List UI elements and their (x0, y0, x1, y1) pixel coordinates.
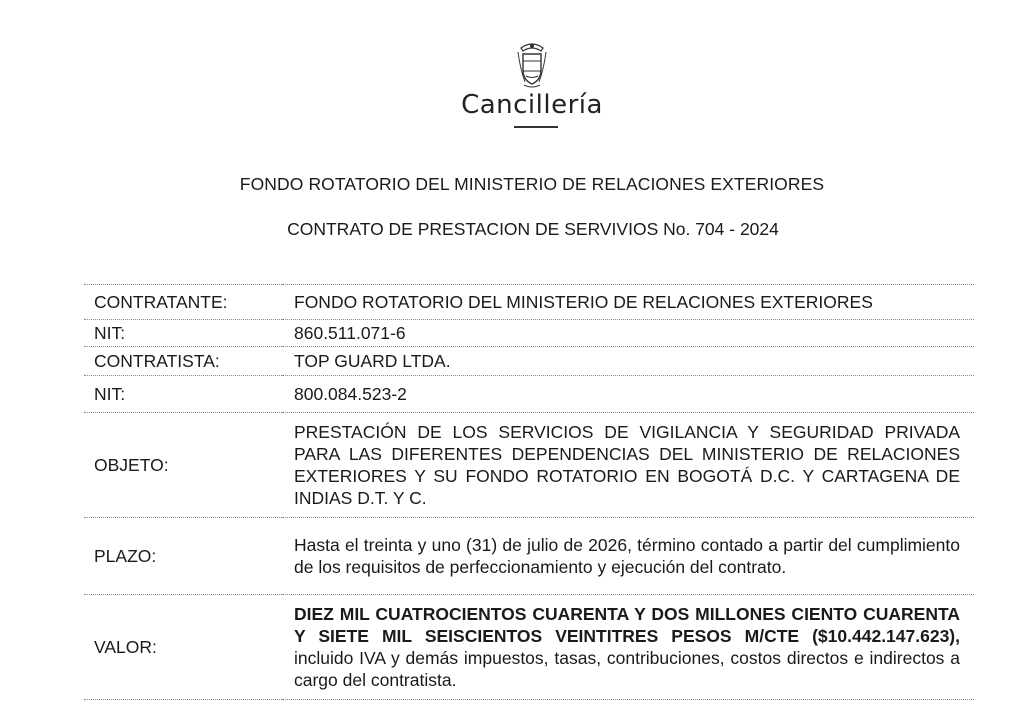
document-heading: FONDO ROTATORIO DEL MINISTERIO DE RELACIONES EXTERIORES (239, 174, 825, 194)
value-objeto: PRESTACIÓN DE LOS SERVICIOS DE VIGILANCIA Y SEGURIDAD PRIVADA PARA LAS DIFERENTES DEPENDENCIAS DEL MINISTERIO DE RELACIONES EXTERIORES Y SU FONDO ROTATORIO EN BOGOTÁ D.C. Y CARTAGENA DE INDIAS D.T. Y C. (282, 413, 974, 518)
label-plazo: PLAZO: (84, 518, 282, 595)
value-valor-details: incluido IVA y demás impuestos, tasas, contribuciones, costos directos e indirectos a cargo del contratista. (294, 648, 960, 690)
value-valor-amount: DIEZ MIL CUATROCIENTOS CUARENTA Y DOS MILLONES CIENTO CUARENTA Y SIETE MIL SEISCIENTOS VEINTITRES PESOS M/CTE ($10.442.147.623), (294, 604, 960, 646)
row-valor (84, 595, 974, 700)
row-nit-contratante (84, 320, 974, 347)
coat-of-arms-icon (517, 42, 547, 88)
value-nit-contratista: 800.084.523-2 (282, 376, 974, 413)
contract-number-title: CONTRATO DE PRESTACION DE SERVIVIOS No. 704 - 2024 (287, 219, 779, 239)
label-contratante: CONTRATANTE: (84, 285, 282, 320)
label-nit-contratante: NIT: (84, 320, 282, 347)
row-contratante (84, 285, 974, 320)
row-objeto (84, 413, 974, 518)
label-nit-contratista: NIT: (84, 376, 282, 413)
value-plazo: Hasta el treinta y uno (31) de julio de 2026, término contado a partir del cumplimiento de los requisitos de perfeccionamiento y ejecución del contrato. (282, 518, 974, 595)
label-valor: VALOR: (84, 595, 282, 700)
row-contratista (84, 347, 974, 376)
logo-divider (514, 126, 558, 128)
cancilleria-logo (0, 42, 1024, 128)
row-plazo (84, 518, 974, 595)
value-contratista: TOP GUARD LTDA. (282, 347, 974, 376)
value-valor (282, 595, 974, 700)
contract-summary-table (84, 284, 974, 700)
logo-wordmark: Cancillería (461, 90, 603, 120)
value-contratante: FONDO ROTATORIO DEL MINISTERIO DE RELACIONES EXTERIORES (282, 285, 974, 320)
label-objeto: OBJETO: (84, 413, 282, 518)
value-nit-contratante: 860.511.071-6 (282, 320, 974, 347)
label-contratista: CONTRATISTA: (84, 347, 282, 376)
row-nit-contratista (84, 376, 974, 413)
